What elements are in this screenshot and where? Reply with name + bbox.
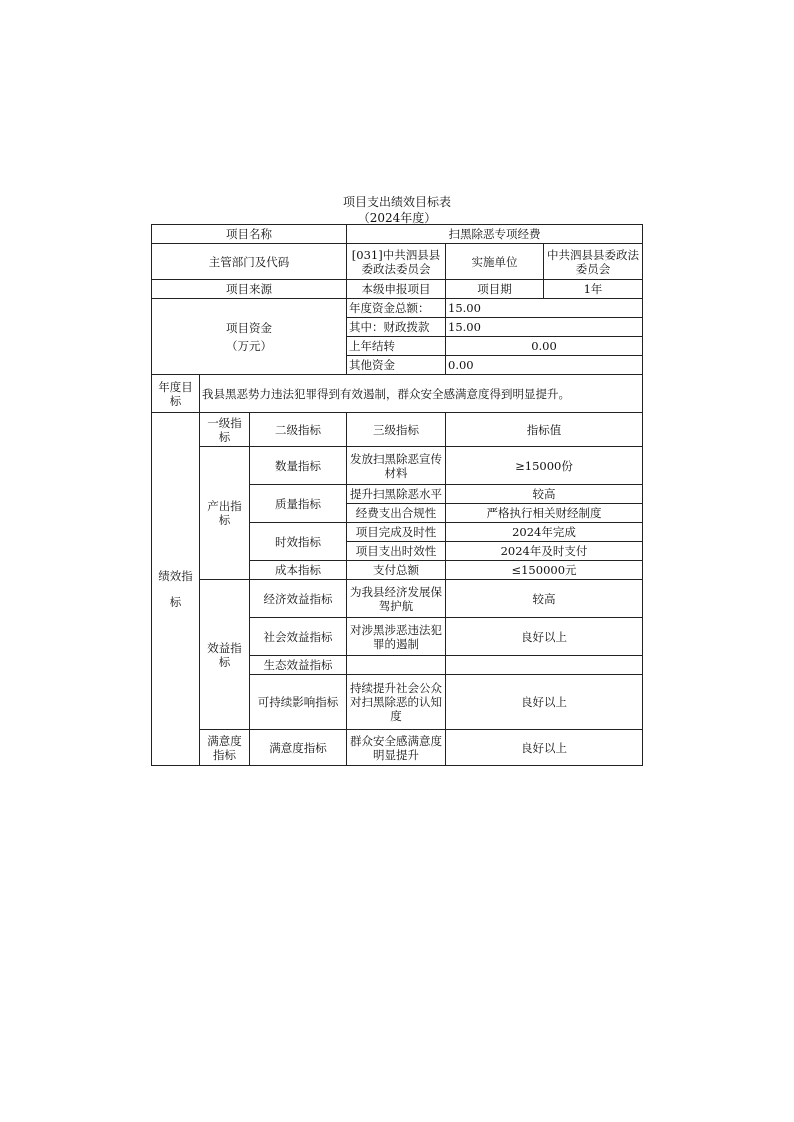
goal-text: 我县黑恶势力违法犯罪得到有效遏制，群众安全感满意度得到明显提升。 [200,375,643,413]
benefit-label: 效益指标 [200,580,250,730]
timeliness-label: 时效指标 [250,523,347,561]
funds-total-value: 15.00 [446,299,643,318]
cost-l3: 支付总额 [347,561,446,580]
performance-table [151,224,643,766]
sustain-l3: 持续提升社会公众对扫黑除恶的认知度 [347,675,446,730]
page-year: （2024年度） [357,211,437,225]
period-value: 1年 [544,280,643,299]
quality-value-2: 严格执行相关财经制度 [446,504,643,523]
quantity-l3: 发放扫黑除恶宣传材料 [347,447,446,485]
source-label: 项目来源 [152,280,347,299]
timeliness-l3-1: 项目完成及时性 [347,523,446,542]
funds-carryover-label: 上年结转 [347,337,446,356]
satisfaction-label: 满意度指标 [200,730,250,766]
funds-unit: （万元） [226,338,272,353]
eco-value [446,656,643,675]
funds-other-value: 0.00 [446,356,643,375]
economic-value: 较高 [446,580,643,618]
economic-label: 经济效益指标 [250,580,347,618]
cost-value: ≤150000元 [446,561,643,580]
timeliness-value-1: 2024年完成 [446,523,643,542]
quality-l3-2: 经费支出合规性 [347,504,446,523]
funds-total-label: 年度资金总额： [347,299,446,318]
dept-value: [031]中共泗县县委政法委员会 [347,244,446,280]
funds-label: 项目资金 [226,320,272,335]
quality-label: 质量指标 [250,485,347,523]
cost-label: 成本指标 [250,561,347,580]
project-name-label: 项目名称 [152,225,347,244]
dept-label: 主管部门及代码 [152,244,347,280]
quantity-value: ≥15000份 [446,447,643,485]
timeliness-l3-2: 项目支出时效性 [347,542,446,561]
perf-indicators-label: 绩效指标 [152,413,200,766]
quantity-label: 数量指标 [250,447,347,485]
eco-l3 [347,656,446,675]
satisfaction-l3: 群众安全感满意度明显提升 [347,730,446,766]
sustain-value: 良好以上 [446,675,643,730]
goal-label: 年度目标 [152,375,200,413]
source-value: 本级申报项目 [347,280,446,299]
project-name-value: 扫黑除恶专项经费 [347,225,643,244]
funds-other-label: 其他资金 [347,356,446,375]
satisfaction-value: 良好以上 [446,730,643,766]
quality-l3-1: 提升扫黑除恶水平 [347,485,446,504]
funds-fiscal-label: 其中：财政拨款 [347,318,446,337]
page-title: 项目支出绩效目标表 [342,195,451,209]
output-label: 产出指标 [200,447,250,580]
quality-value-1: 较高 [446,485,643,504]
social-label: 社会效益指标 [250,618,347,656]
head-level1: 一级指标 [200,413,250,447]
head-level3: 三级指标 [347,413,446,447]
impl-unit-value: 中共泗县县委政法委员会 [544,244,643,280]
social-l3: 对涉黑涉恶违法犯罪的遏制 [347,618,446,656]
impl-unit-label: 实施单位 [446,244,544,280]
head-level2: 二级指标 [250,413,347,447]
period-label: 项目期 [446,280,544,299]
satisfaction-l2: 满意度指标 [250,730,347,766]
eco-label: 生态效益指标 [250,656,347,675]
funds-label-cell [152,299,347,375]
social-value: 良好以上 [446,618,643,656]
timeliness-value-2: 2024年及时支付 [446,542,643,561]
funds-carryover-value: 0.00 [446,337,643,356]
sustain-label: 可持续影响指标 [250,675,347,730]
economic-l3: 为我县经济发展保驾护航 [347,580,446,618]
head-value: 指标值 [446,413,643,447]
funds-fiscal-value: 15.00 [446,318,643,337]
